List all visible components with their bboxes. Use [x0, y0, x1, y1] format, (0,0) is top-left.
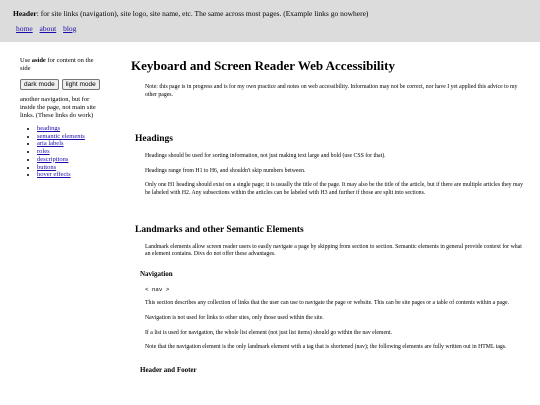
landmarks-heading: Landmarks and other Semantic Elements	[135, 224, 304, 235]
list-item	[37, 156, 104, 164]
headings-paragraph: Headings range from H1 to H6, and shouldn't skip numbers between.	[145, 167, 306, 174]
main-content	[131, 58, 529, 375]
headings-heading: Headings	[135, 134, 174, 145]
navigation-heading: Navigation	[140, 269, 173, 278]
aside-nav-list	[20, 125, 104, 179]
navigation-paragraph: If a list is used for navigation, the whole list element (not just list items) should go within the nav element.	[145, 329, 392, 336]
aside-intro-post: for content on the side	[20, 57, 94, 72]
navigation-paragraph: This section describes any collection of links that the user can use to navigate the page or website. This can be site pages or a table of contents within a page.	[145, 300, 510, 307]
list-item	[37, 171, 104, 179]
aside-link-descriptions[interactable]: descriptions	[37, 155, 69, 163]
light-mode-button[interactable]: light mode	[62, 79, 100, 90]
aside-link-hover-effects[interactable]: hover effects	[37, 171, 71, 179]
aside-link-semantic-elements[interactable]: semantic elements	[37, 132, 85, 140]
list-item	[37, 148, 104, 156]
header-nav	[16, 24, 81, 34]
aside-intro-pre: Use	[20, 57, 32, 64]
aside-link-roles[interactable]: roles	[37, 148, 50, 156]
header-footer-heading: Header and Footer	[140, 365, 197, 374]
headings-paragraph: Only one H1 heading should exist on a single page; it is usually the title of the page. It may also be the title of the article, but if there are multiple articles they may be labeled with H2. Any subsections within the articles can be labeled with H3 and further if those are split into sections.	[145, 182, 523, 196]
dark-mode-button[interactable]: dark mode	[20, 79, 59, 90]
aside-note: another navigation, but for inside the page, not main site links. (These links do work)	[20, 96, 96, 119]
aside-link-aria-labels[interactable]: aria labels	[37, 140, 64, 148]
header-description-text: : for site links (navigation), site logo, site name, etc. The same across most pages. (Example links go nowhere)	[36, 9, 369, 18]
nav-link-blog[interactable]: blog	[63, 24, 77, 33]
site-header	[0, 0, 540, 42]
aside-link-buttons[interactable]: buttons	[37, 163, 57, 171]
aside-link-headings[interactable]: headings	[37, 125, 61, 132]
navigation-paragraph: Note that the navigation element is the only landmark element with a tag that is shortened (nav); the following elements are fully written out in HTML tags.	[145, 344, 507, 351]
aside-intro-bold: aside	[31, 57, 46, 64]
nav-link-about[interactable]: about	[39, 24, 57, 33]
nav-link-home[interactable]: home	[16, 24, 33, 33]
headings-paragraph: Headings should be used for sorting information, not just making text large and bold (use CSS for that).	[145, 153, 386, 160]
theme-buttons	[20, 79, 104, 90]
aside-intro	[20, 57, 104, 73]
list-item	[37, 140, 104, 148]
aside	[20, 57, 104, 179]
landmarks-paragraph: Landmark elements allow screen reader users to easily navigate a page by skipping from section to section. Semantic elements in general provide context for what an element contains. Divs do not offer these advantages.	[145, 243, 522, 258]
page-title: Keyboard and Screen Reader Web Accessibility	[131, 58, 395, 73]
list-item	[37, 125, 104, 133]
header-label: Header	[13, 9, 37, 18]
nav-code: < nav >	[145, 285, 170, 293]
list-item	[37, 133, 104, 141]
list-item	[37, 164, 104, 172]
intro-note: Note: this page is in progress and is for my own practice and notes on web accessibility. Information may not be correct, nor have I yet applied this advice to my other pages.	[145, 84, 518, 98]
navigation-paragraph: Navigation is not used for links to other sites, only those used within the site.	[145, 314, 324, 321]
header-description	[13, 9, 368, 19]
